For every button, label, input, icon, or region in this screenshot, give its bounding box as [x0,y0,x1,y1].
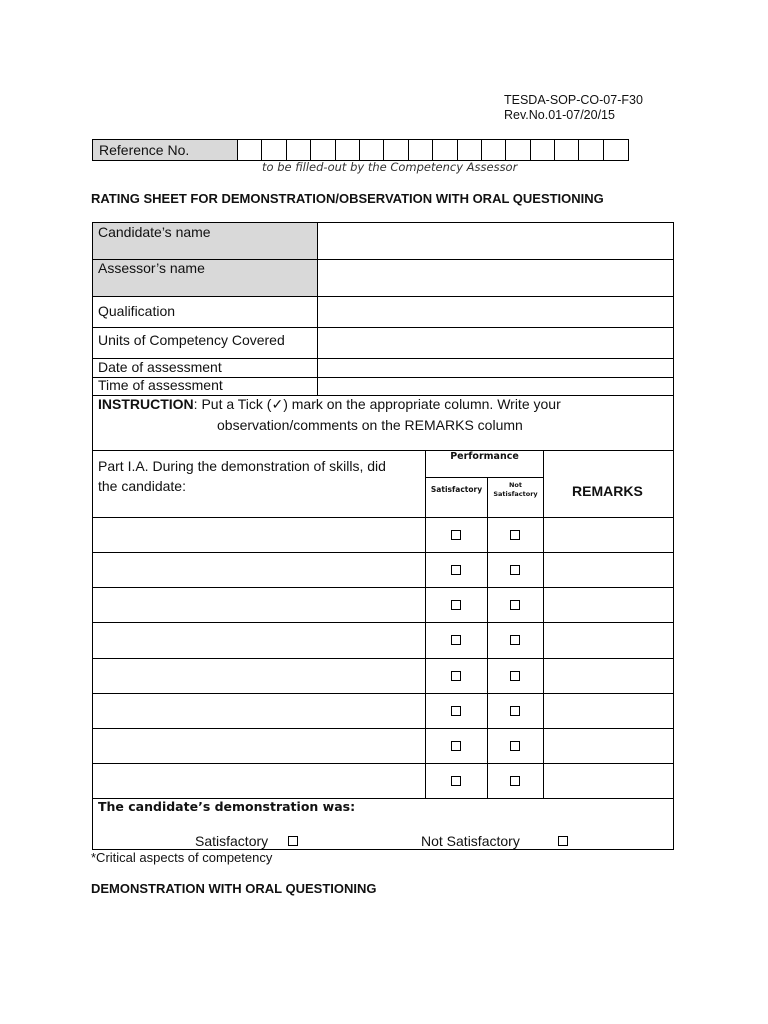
not-satisfactory-line2: Satisfactory [493,490,538,498]
candidate-name-label: Candidate’s name [98,224,211,240]
performance-header: Performance [450,451,519,462]
qualification-field[interactable] [318,297,673,327]
not-satisfactory-checkbox[interactable] [510,671,520,681]
candidate-name-field[interactable] [318,223,673,259]
satisfactory-checkbox[interactable] [451,635,461,645]
instruction-line2: observation/comments on the REMARKS column [217,417,523,433]
form-title: RATING SHEET FOR DEMONSTRATION/OBSERVATION WITH ORAL QUESTIONING [91,191,604,206]
satisfactory-checkbox[interactable] [451,776,461,786]
satisfactory-checkbox[interactable] [451,600,461,610]
not-satisfactory-checkbox[interactable] [510,565,520,575]
not-satisfactory-checkbox[interactable] [510,776,520,786]
summary-label: The candidate’s demonstration was: [98,799,356,814]
not-satisfactory-line1: Not [508,481,522,489]
reference-number-box [92,139,629,161]
satisfactory-checkbox[interactable] [451,706,461,716]
critical-aspects-note: *Critical aspects of competency [91,850,273,865]
reference-cell[interactable] [336,140,360,160]
instruction-line1 [98,396,561,413]
rating-table [92,222,674,849]
satisfactory-checkbox[interactable] [451,530,461,540]
reference-cell[interactable] [384,140,408,160]
time-field[interactable] [318,378,673,395]
reference-cell[interactable] [360,140,384,160]
reference-cell[interactable] [458,140,482,160]
instruction-label: INSTRUCTION [98,396,194,412]
reference-cell[interactable] [482,140,506,160]
reference-cell[interactable] [262,140,286,160]
not-satisfactory-checkbox[interactable] [510,706,520,716]
qualification-label: Qualification [98,303,176,319]
reference-cell[interactable] [506,140,530,160]
revision-number: Rev.No.01-07/20/15 [504,108,615,122]
reference-cell[interactable] [433,140,457,160]
summary-satisfactory-checkbox[interactable] [288,836,298,846]
remarks-header: REMARKS [572,483,643,499]
reference-cell[interactable] [579,140,603,160]
not-satisfactory-header [488,481,543,499]
part-ia-heading-line2: the candidate: [98,478,186,494]
not-satisfactory-checkbox[interactable] [510,530,520,540]
doc-code: TESDA-SOP-CO-07-F30 [504,93,643,107]
section-title-oral-questioning: DEMONSTRATION WITH ORAL QUESTIONING [91,881,377,896]
units-field[interactable] [318,328,673,358]
date-label: Date of assessment [98,359,222,375]
satisfactory-checkbox[interactable] [451,671,461,681]
reference-cell[interactable] [604,140,628,160]
reference-cell[interactable] [555,140,579,160]
reference-cell[interactable] [531,140,555,160]
satisfactory-checkbox[interactable] [451,741,461,751]
reference-cell[interactable] [409,140,433,160]
satisfactory-header: Satisfactory [430,485,483,494]
satisfactory-checkbox[interactable] [451,565,461,575]
part-ia-heading: Part I.A. During the demonstration of skills, did [98,458,386,474]
not-satisfactory-checkbox[interactable] [510,741,520,751]
assessor-name-label: Assessor’s name [98,260,205,276]
summary-satisfactory-label: Satisfactory [195,833,269,849]
reference-cell[interactable] [311,140,335,160]
time-label: Time of assessment [98,377,223,393]
reference-cell[interactable] [287,140,311,160]
assessor-name-field[interactable] [318,260,673,296]
reference-label: Reference No. [93,140,238,160]
reference-note: to be filled-out by the Competency Assessor [262,160,518,174]
not-satisfactory-checkbox[interactable] [510,600,520,610]
reference-cell[interactable] [238,140,262,160]
instruction-text: : Put a Tick (✓) mark on the appropriate column. Write your [193,396,561,412]
units-label: Units of Competency Covered [98,332,285,348]
document-code [504,93,643,123]
summary-not-satisfactory-checkbox[interactable] [558,836,568,846]
not-satisfactory-checkbox[interactable] [510,635,520,645]
date-field[interactable] [318,359,673,377]
summary-not-satisfactory-label: Not Satisfactory [421,833,520,849]
